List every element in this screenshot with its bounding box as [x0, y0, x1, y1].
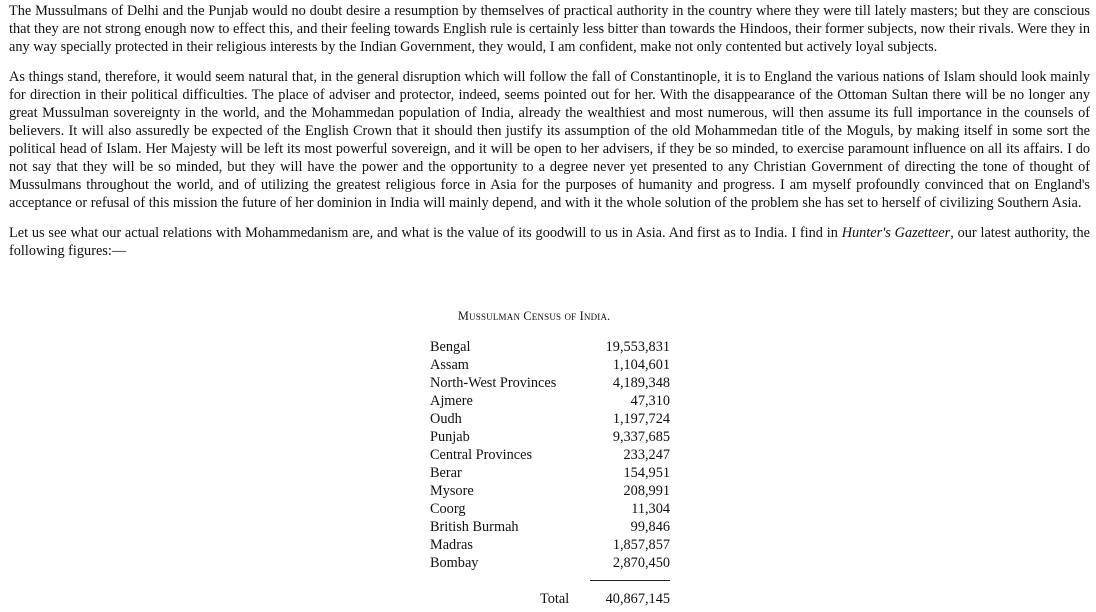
census-row — [430, 446, 670, 464]
census-count: 4,189,348 — [612, 375, 670, 391]
census-count: 19,553,831 — [605, 339, 670, 355]
census-count: 47,310 — [630, 393, 670, 409]
census-row — [430, 554, 670, 572]
census-region: Coorg — [430, 501, 466, 517]
census-table — [430, 338, 670, 572]
census-region: British Burmah — [430, 519, 519, 535]
census-row — [430, 482, 670, 500]
paragraph-3 — [9, 224, 1090, 260]
census-row — [430, 410, 670, 428]
census-region: Oudh — [430, 411, 462, 427]
census-row — [430, 374, 670, 392]
census-count: 99,846 — [630, 519, 670, 535]
total-rule — [590, 580, 670, 581]
census-row — [430, 518, 670, 536]
census-count: 9,337,685 — [612, 429, 670, 445]
census-region: North-West Provinces — [430, 375, 557, 391]
census-region: Bengal — [430, 339, 471, 355]
census-row — [430, 338, 670, 356]
census-row — [430, 464, 670, 482]
census-row — [430, 428, 670, 446]
census-count: 2,870,450 — [612, 555, 670, 571]
census-region: Mysore — [430, 483, 474, 499]
census-region: Assam — [430, 357, 469, 373]
census-count: 154,951 — [623, 465, 670, 481]
paragraph-3-text-b: , our latest authority, the following figures:— — [9, 225, 1091, 259]
census-count: 208,991 — [623, 483, 670, 499]
census-row — [430, 500, 670, 518]
gazetteer-title: Hunter's Gazetteer — [841, 225, 951, 241]
census-region: Berar — [430, 465, 462, 481]
census-row — [430, 392, 670, 410]
paragraph-2: As things stand, therefore, it would seem natural that, in the general disruption which will follow the fall of Constantinople, it is to England the various nations of Islam should look mainly for direction in their political difficulties. The place of adviser and protector, indeed, seems pointed out for her. With the disappearance of the Ottoman Sultan there will be no longer any great Mussulman sovereignty in the world, and the Mohammedan population of India, already the wealthiest and most numerous, will then assume its full importance in the counsels of believers. It will also assuredly be expected of the English Crown that it should then justify its assumption of the old Mohammedan title of the Moguls, by making itself in some sort the political head of Islam. Her Majesty will be left its most powerful sovereign, and it will be open to her advisers, if they be so minded, to exercise paramount influence on all its affairs. I do not say that they will be so minded, but they will have the power and the opportunity to a degree never yet presented to any Christian Government of directing the tone of thought of Mussulmans throughout the world, and of utilizing the greatest religious force in Asia for the purposes of humanity and progress. I am myself profoundly convinced that on England's acceptance or refusal of this mission the future of her dominion in India will mainly depend, and with it the whole solution of the problem she has set to herself of civilizing Southern Asia. — [9, 69, 1090, 211]
census-count: 1,104,601 — [612, 357, 670, 373]
census-row — [430, 356, 670, 374]
census-count: 1,857,857 — [612, 537, 670, 553]
census-region: Punjab — [430, 429, 470, 445]
census-total-label: Total — [540, 591, 570, 607]
paragraph-1: The Mussulmans of Delhi and the Punjab would no doubt desire a resumption by themselves of practical authority in the country where they were till lately masters; but they are conscious that they are not strong enough now to effect this, and their feeling towards English rule is certainly less bitter than towards the Hindoos, their former subjects, now their rivals. Were they in any way specially protected in their religious interests by the Indian Government, they would, I am confident, make not only contented but actively loyal subjects. — [9, 3, 1090, 55]
paragraph-3-text-a: Let us see what our actual relations with Mohammedanism are, and what is the value of its goodwill to us in Asia. And first as to India. I find in — [9, 225, 842, 241]
census-row — [430, 536, 670, 554]
census-region: Ajmere — [430, 393, 473, 409]
census-count: 11,304 — [631, 501, 670, 517]
census-total-value: 40,867,145 — [605, 591, 670, 607]
document-body — [9, 2, 1090, 272]
census-region: Madras — [430, 537, 473, 553]
census-region: Central Provinces — [430, 447, 533, 463]
census-count: 1,197,724 — [612, 411, 670, 427]
census-title: Mussulman Census of India. — [458, 309, 611, 323]
census-count: 233,247 — [623, 447, 670, 463]
census-region: Bombay — [430, 555, 479, 571]
